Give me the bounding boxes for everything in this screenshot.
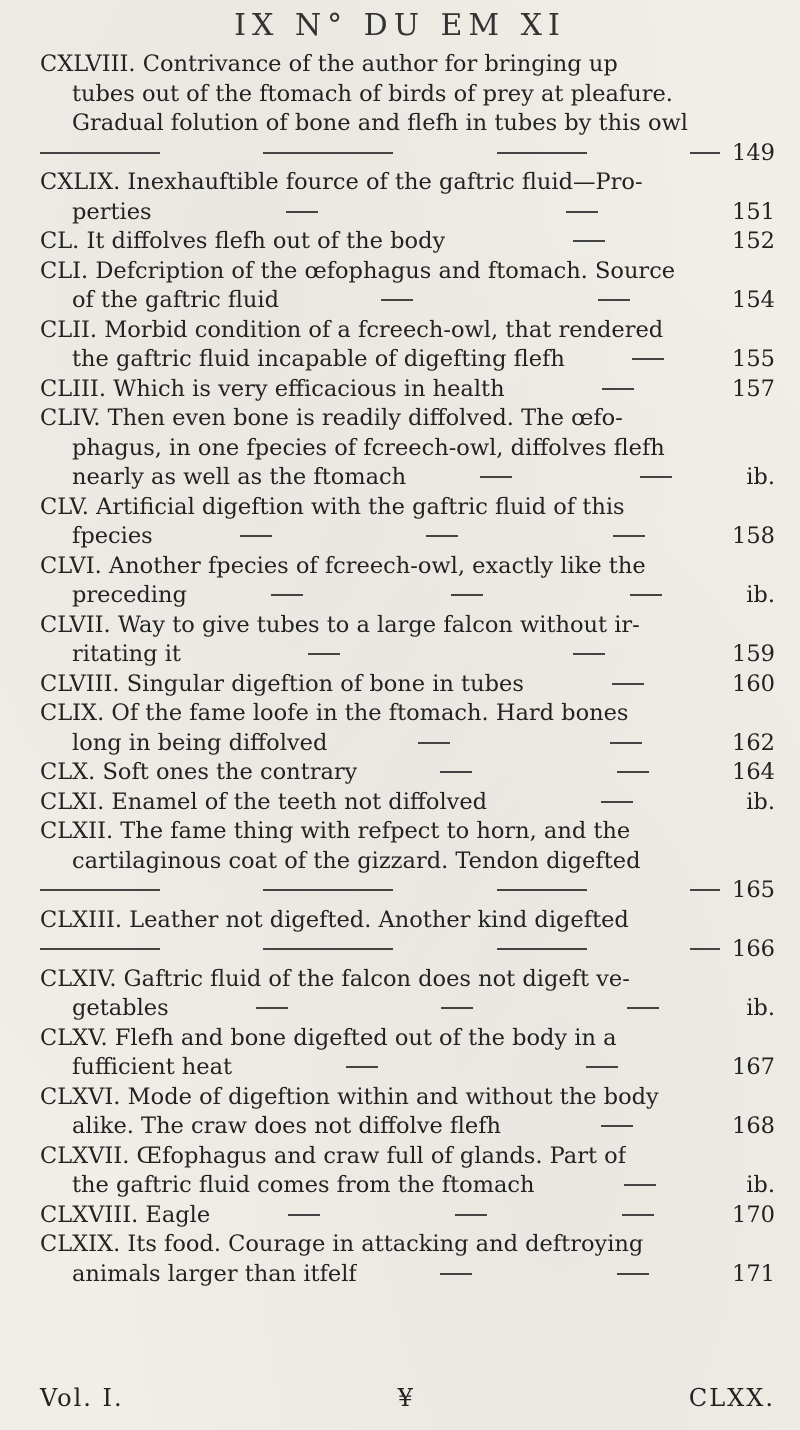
toc-entry-line (40, 788, 775, 818)
toc-entry-text: long in being diffolved (72, 729, 328, 756)
page-number: 157 (732, 375, 775, 402)
leader-dashes (232, 1072, 732, 1074)
leader-dashes (169, 1013, 747, 1015)
page-number: ib. (746, 788, 775, 815)
toc-entry-text: CXLVIII. Contrivance of the author for bringing up (40, 51, 618, 77)
toc-entry (40, 906, 775, 965)
toc-entry-line (40, 552, 775, 582)
toc-entry-text: Gradual folution of bone and flefh in tubes by this owl (72, 110, 688, 136)
page-number: 151 (732, 198, 775, 225)
toc-entry-line (40, 522, 775, 552)
toc-entry-line (40, 1112, 775, 1142)
toc-entry-text: CLXVI. Mode of digeftion within and without the body (40, 1083, 659, 1110)
page-number: 160 (732, 670, 775, 697)
leader-dash (601, 801, 633, 803)
toc-entry (40, 50, 775, 168)
table-of-contents (40, 50, 775, 1289)
leader-dash (610, 742, 642, 744)
leader-dashes (181, 659, 732, 661)
page-number: 162 (732, 729, 775, 756)
leader-dash (271, 594, 303, 596)
toc-entry-line (40, 699, 775, 729)
toc-entry (40, 788, 775, 818)
leader-rule (690, 948, 720, 950)
leader-rule (497, 889, 587, 891)
volume-label: Vol. I. (40, 1384, 124, 1412)
leader-dashes (535, 1190, 747, 1192)
leader-rules (40, 954, 732, 956)
toc-entry-text: CLVIII. Singular digeftion of bone in tubes (40, 670, 524, 697)
leader-rule (40, 948, 160, 950)
leader-dash (381, 299, 413, 301)
toc-entry-line (40, 640, 775, 670)
toc-entry-text: CLV. Artificial digeftion with the gaftric fluid of this (40, 493, 625, 520)
toc-entry-text: CLI. Defcription of the œfophagus and ftomach. Source (40, 257, 676, 284)
leader-dashes (501, 1131, 732, 1133)
toc-entry-text: cartilaginous coat of the gizzard. Tendon digefted (72, 847, 641, 874)
toc-entry-text: CLXVII. Œfophagus and craw full of glands. Part of (40, 1142, 627, 1169)
toc-entry-line (40, 906, 775, 936)
leader-dash (612, 683, 644, 685)
leader-dashes (357, 1279, 732, 1281)
page-number: 149 (732, 139, 775, 166)
leader-dash (256, 1007, 288, 1009)
toc-entry-line (40, 316, 775, 346)
leader-rule (40, 889, 160, 891)
toc-entry-line (40, 434, 775, 464)
toc-entry-line (40, 729, 775, 759)
page-number: 154 (732, 287, 775, 313)
leader-dashes (487, 807, 746, 809)
leader-dashes (505, 394, 732, 396)
toc-entry-text: the gaftric fluid incapable of digefting flefh (72, 346, 565, 372)
toc-entry (40, 1142, 775, 1201)
page-header: IX N° DU EM XI (234, 8, 566, 43)
toc-entry-text: CLXVIII. Eagle (40, 1201, 211, 1228)
leader-dash (441, 1007, 473, 1009)
toc-entry-text: CLXV. Flefh and bone digefted out of the body in a (40, 1024, 617, 1051)
toc-entry-line (40, 257, 775, 287)
toc-entry-text: CLX. Soft ones the contrary (40, 759, 358, 785)
page-number: ib. (746, 1172, 775, 1198)
toc-entry-line (40, 286, 775, 316)
toc-entry-line (40, 847, 775, 877)
leader-dashes (445, 246, 732, 248)
toc-entry-text: tubes out of the ftomach of birds of prey at pleafure. (72, 80, 673, 107)
page-number: 159 (732, 641, 775, 667)
leader-dashes (357, 777, 732, 779)
leader-dash (586, 1066, 618, 1068)
leader-dash (346, 1066, 378, 1068)
toc-entry-line (40, 994, 775, 1024)
toc-entry-line (40, 404, 775, 434)
toc-entry-line (40, 80, 775, 110)
toc-entry-line (40, 817, 775, 847)
leader-rules (40, 895, 732, 897)
toc-entry-text: animals larger than itfelf (72, 1260, 357, 1287)
toc-entry-line (40, 168, 775, 198)
toc-entry-text: alike. The craw does not diffolve flefh (72, 1113, 502, 1139)
leader-dash (617, 771, 649, 773)
leader-rule (263, 948, 393, 950)
leader-dash (573, 653, 605, 655)
leader-dashes (187, 600, 746, 602)
leader-dash (624, 1184, 656, 1186)
toc-entry (40, 168, 775, 227)
toc-entry-line (40, 581, 775, 611)
leader-dash (573, 240, 605, 242)
toc-entry-text: the gaftric fluid comes from the ftomach (72, 1172, 535, 1198)
toc-entry-text: CLIX. Of the fame loofe in the ftomach. Hard bones (40, 700, 629, 726)
leader-rule (497, 152, 587, 154)
leader-dash (601, 1125, 633, 1127)
toc-entry-text: of the gaftric fluid (72, 287, 280, 313)
toc-entry (40, 611, 775, 670)
toc-entry (40, 316, 775, 375)
toc-entry-text: ritating it (72, 641, 181, 667)
toc-entry-line (40, 50, 775, 80)
leader-dashes (279, 305, 732, 307)
leader-dash (286, 211, 318, 213)
toc-entry-line (40, 345, 775, 375)
toc-entry (40, 257, 775, 316)
leader-dash (627, 1007, 659, 1009)
leader-rules (40, 158, 732, 160)
leader-dash (418, 742, 450, 744)
toc-entry-line (40, 463, 775, 493)
toc-entry-line (40, 375, 775, 405)
leader-dash (440, 1273, 472, 1275)
leader-rule (690, 889, 720, 891)
toc-entry (40, 817, 775, 906)
leader-dash (308, 653, 340, 655)
leader-dash (613, 535, 645, 537)
toc-entry-text: preceding (72, 582, 187, 608)
toc-entry-text: CXLIX. Inexhauftible fource of the gaftric fluid—Pro- (40, 169, 643, 195)
page-number: ib. (746, 995, 775, 1021)
toc-entry (40, 1024, 775, 1083)
leader-dash (451, 594, 483, 596)
leader-rule (40, 152, 160, 154)
toc-entry (40, 699, 775, 758)
toc-entry-line (40, 1142, 775, 1172)
toc-entry-text: CLXI. Enamel of the teeth not diffolved (40, 788, 488, 815)
leader-rule (690, 152, 720, 154)
leader-dash (480, 476, 512, 478)
toc-entry (40, 375, 775, 405)
leader-rule (263, 152, 393, 154)
leader-dash (455, 1214, 487, 1216)
leader-dash (598, 299, 630, 301)
toc-entry-line (40, 493, 775, 523)
leader-rule (497, 948, 587, 950)
toc-entry-text: CLXIII. Leather not digefted. Another kind digefted (40, 906, 629, 933)
toc-entry-line (40, 670, 775, 700)
leader-dashes (524, 689, 732, 691)
toc-entry (40, 1083, 775, 1142)
toc-entry-line (40, 1201, 775, 1231)
leader-dashes (406, 482, 746, 484)
catchword: CLXX. (688, 1384, 775, 1412)
toc-entry-text: phagus, in one fpecies of fcreech-owl, diffolves flefh (72, 434, 665, 461)
toc-entry (40, 404, 775, 493)
leader-dashes (565, 364, 732, 366)
toc-entry-text: CLII. Morbid condition of a fcreech-owl, that rendered (40, 316, 664, 343)
page-number: 167 (732, 1054, 775, 1080)
toc-entry-text: CLXIX. Its food. Courage in attacking and deftroying (40, 1231, 644, 1257)
leader-rule-line (40, 139, 775, 169)
toc-entry-line (40, 1024, 775, 1054)
toc-entry (40, 227, 775, 257)
toc-entry-text: getables (72, 995, 169, 1021)
leader-rule (263, 889, 393, 891)
leader-dashes (210, 1220, 732, 1222)
toc-entry-line (40, 1260, 775, 1290)
leader-dashes (152, 217, 732, 219)
toc-entry-text: fufficient heat (72, 1054, 233, 1080)
toc-entry-line (40, 1230, 775, 1260)
leader-dashes (327, 748, 732, 750)
toc-entry-line (40, 227, 775, 257)
toc-entry (40, 1201, 775, 1231)
toc-entry (40, 758, 775, 788)
toc-entry-text: CLVI. Another fpecies of fcreech-owl, exactly like the (40, 552, 646, 579)
leader-rule-line (40, 935, 775, 965)
leader-dash (288, 1214, 320, 1216)
toc-entry-text: CL. It diffolves flefh out of the body (40, 228, 446, 254)
toc-entry-text: CLIV. Then even bone is readily diffolved. The œfo- (40, 405, 623, 431)
toc-entry-line (40, 1171, 775, 1201)
toc-entry (40, 493, 775, 552)
page-number: ib. (746, 464, 775, 490)
page-footer (40, 1384, 775, 1412)
toc-entry-text: perties (72, 198, 152, 225)
toc-entry-line (40, 758, 775, 788)
toc-entry-line (40, 1083, 775, 1113)
leader-rule-line (40, 876, 775, 906)
toc-entry-line (40, 611, 775, 641)
leader-dash (617, 1273, 649, 1275)
toc-entry-line (40, 198, 775, 228)
toc-entry-line (40, 1053, 775, 1083)
toc-entry-line (40, 109, 775, 139)
page-number: 168 (732, 1113, 775, 1139)
page-number: 170 (732, 1201, 775, 1228)
toc-entry-text: CLVII. Way to give tubes to a large falcon without ir- (40, 611, 640, 638)
leader-dash (426, 535, 458, 537)
page-number: 164 (732, 759, 775, 785)
page-number: 152 (732, 228, 775, 254)
page-number: 171 (732, 1260, 775, 1287)
toc-entry-text: CLIII. Which is very efficacious in health (40, 375, 505, 402)
toc-entry-text: CLXIV. Gaftric fluid of the falcon does not digeft ve- (40, 965, 630, 992)
toc-entry-text: nearly as well as the ftomach (72, 464, 407, 490)
toc-entry-text: fpecies (72, 523, 153, 549)
leader-dash (602, 388, 634, 390)
leader-dash (566, 211, 598, 213)
toc-entry-line (40, 965, 775, 995)
leader-dash (622, 1214, 654, 1216)
toc-entry (40, 1230, 775, 1289)
leader-dash (240, 535, 272, 537)
leader-dashes (153, 541, 732, 543)
page-number: ib. (746, 582, 775, 608)
leader-dash (640, 476, 672, 478)
page-number: 165 (732, 877, 775, 903)
page-number: 155 (732, 346, 775, 372)
toc-entry (40, 670, 775, 700)
leader-dash (440, 771, 472, 773)
signature-mark: ¥ (397, 1384, 415, 1412)
leader-dash (632, 358, 664, 360)
leader-dash (630, 594, 662, 596)
toc-entry-text: CLXII. The fame thing with refpect to horn, and the (40, 818, 631, 844)
page-number: 166 (732, 936, 775, 962)
page-number: 158 (732, 523, 775, 549)
toc-entry (40, 965, 775, 1024)
toc-entry (40, 552, 775, 611)
